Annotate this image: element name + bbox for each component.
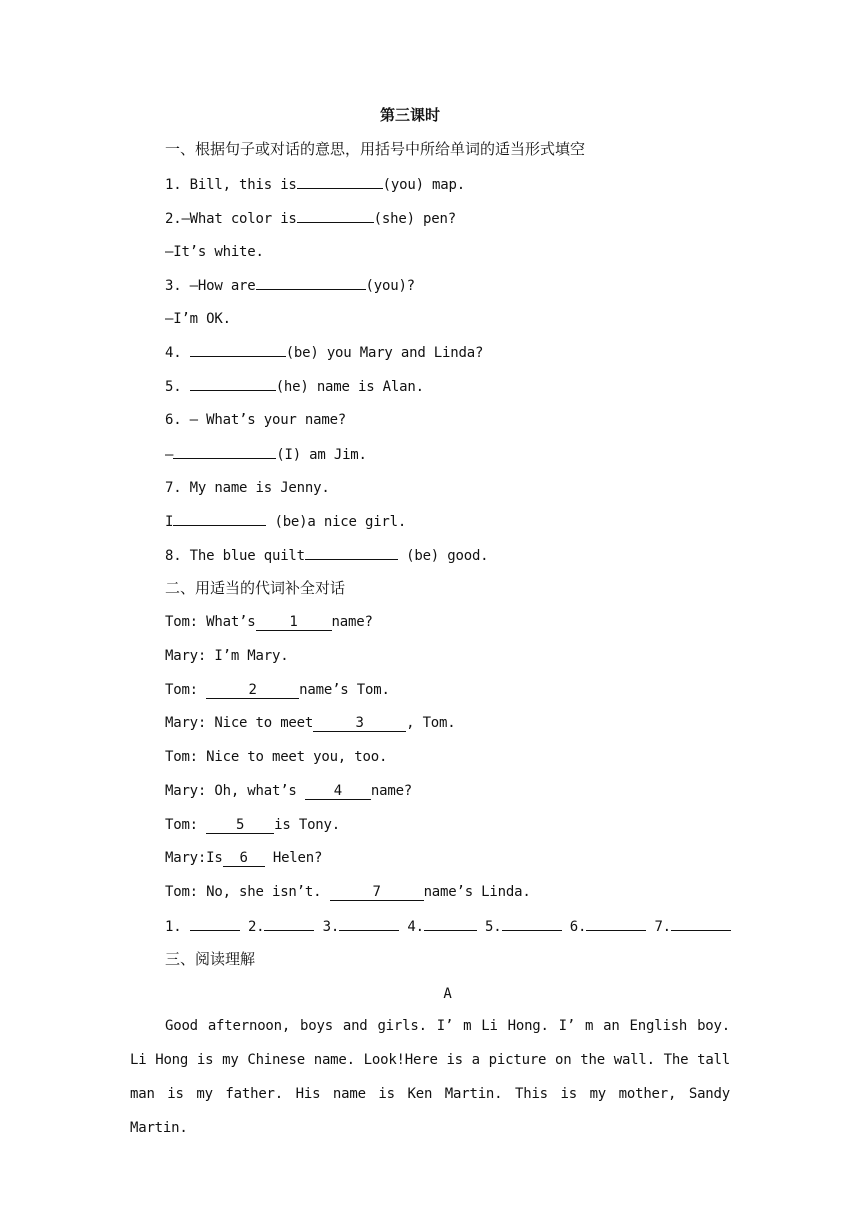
question-1: 1. Bill, this is (you) map. bbox=[165, 174, 465, 195]
section3-heading: 三、阅读理解 bbox=[165, 950, 256, 968]
answer-blank[interactable] bbox=[190, 376, 276, 391]
question-7-blank-line: I (be)a nice girl. bbox=[165, 511, 406, 532]
answer-blank[interactable] bbox=[173, 444, 276, 459]
section1-heading: 一、根据句子或对话的意思，用括号中所给单词的适当形式填空 bbox=[165, 140, 586, 158]
question-5: 5. (he) name is Alan. bbox=[165, 376, 424, 397]
reading-passage: Good afternoon, boys and girls. I’ m Li Hong. I’ m an English boy. Li Hong is my Chinese name. Look!Here is a picture on the wall. The tall man is my father. His name is Ken Martin. This is my mother, Sandy Martin. bbox=[130, 1018, 730, 1136]
question-7: 7. My name is Jenny. bbox=[165, 480, 330, 496]
dialogue-line-1: Tom: What’s 1 name? bbox=[165, 614, 373, 630]
question-6: 6. — What’s your name? bbox=[165, 412, 347, 428]
answer-blank[interactable] bbox=[190, 342, 286, 357]
numbered-blank[interactable]: 3 bbox=[313, 715, 406, 732]
answer-blank[interactable] bbox=[256, 275, 366, 290]
dialogue-line-5: Tom: Nice to meet you, too. bbox=[165, 749, 388, 765]
question-4: 4. (be) you Mary and Linda? bbox=[165, 342, 483, 363]
answer-blank[interactable] bbox=[339, 916, 399, 931]
answer-blank[interactable] bbox=[502, 916, 562, 931]
question-6-reply: — (I) am Jim. bbox=[165, 444, 367, 465]
question-3: 3. —How are (you)? bbox=[165, 275, 415, 296]
answer-blank[interactable] bbox=[264, 916, 314, 931]
answer-blank[interactable] bbox=[305, 545, 398, 560]
answer-blank[interactable] bbox=[424, 916, 477, 931]
numbered-blank[interactable]: 4 bbox=[305, 783, 371, 800]
passage-label: A bbox=[443, 986, 452, 1002]
numbered-blank[interactable]: 7 bbox=[330, 884, 424, 901]
answer-blank[interactable] bbox=[586, 916, 646, 931]
dialogue-line-2: Mary: I’m Mary. bbox=[165, 648, 289, 664]
numbered-blank[interactable]: 1 bbox=[256, 614, 332, 631]
question-3-reply: —I’m OK. bbox=[165, 311, 231, 327]
section2-heading: 二、用适当的代词补全对话 bbox=[165, 579, 346, 597]
question-2: 2.—What color is (she) pen? bbox=[165, 208, 456, 229]
dialogue-line-9: Tom: No, she isn’t. 7 name’s Linda. bbox=[165, 884, 531, 900]
dialogue-line-8: Mary:Is 6 Helen? bbox=[165, 850, 323, 866]
question-8: 8. The blue quilt (be) good. bbox=[165, 545, 488, 566]
answer-blank[interactable] bbox=[297, 208, 374, 223]
dialogue-line-7: Tom: 5 is Tony. bbox=[165, 817, 340, 833]
page-title: 第三课时 bbox=[379, 106, 440, 124]
answer-blank[interactable] bbox=[297, 174, 383, 189]
dialogue-line-6: Mary: Oh, what’s 4 name? bbox=[165, 783, 413, 799]
numbered-blank[interactable]: 5 bbox=[206, 817, 274, 834]
dialogue-line-4: Mary: Nice to meet 3 , Tom. bbox=[165, 715, 456, 731]
answer-blank[interactable] bbox=[190, 916, 240, 931]
question-2-reply: —It’s white. bbox=[165, 244, 264, 260]
numbered-blank[interactable]: 2 bbox=[206, 682, 299, 699]
answer-row: 1. 2. 3. 4. 5. 6. 7. bbox=[165, 916, 731, 937]
numbered-blank[interactable]: 6 bbox=[223, 850, 265, 867]
answer-blank[interactable] bbox=[671, 916, 731, 931]
answer-blank[interactable] bbox=[173, 511, 266, 526]
dialogue-line-3: Tom: 2 name’s Tom. bbox=[165, 682, 390, 698]
